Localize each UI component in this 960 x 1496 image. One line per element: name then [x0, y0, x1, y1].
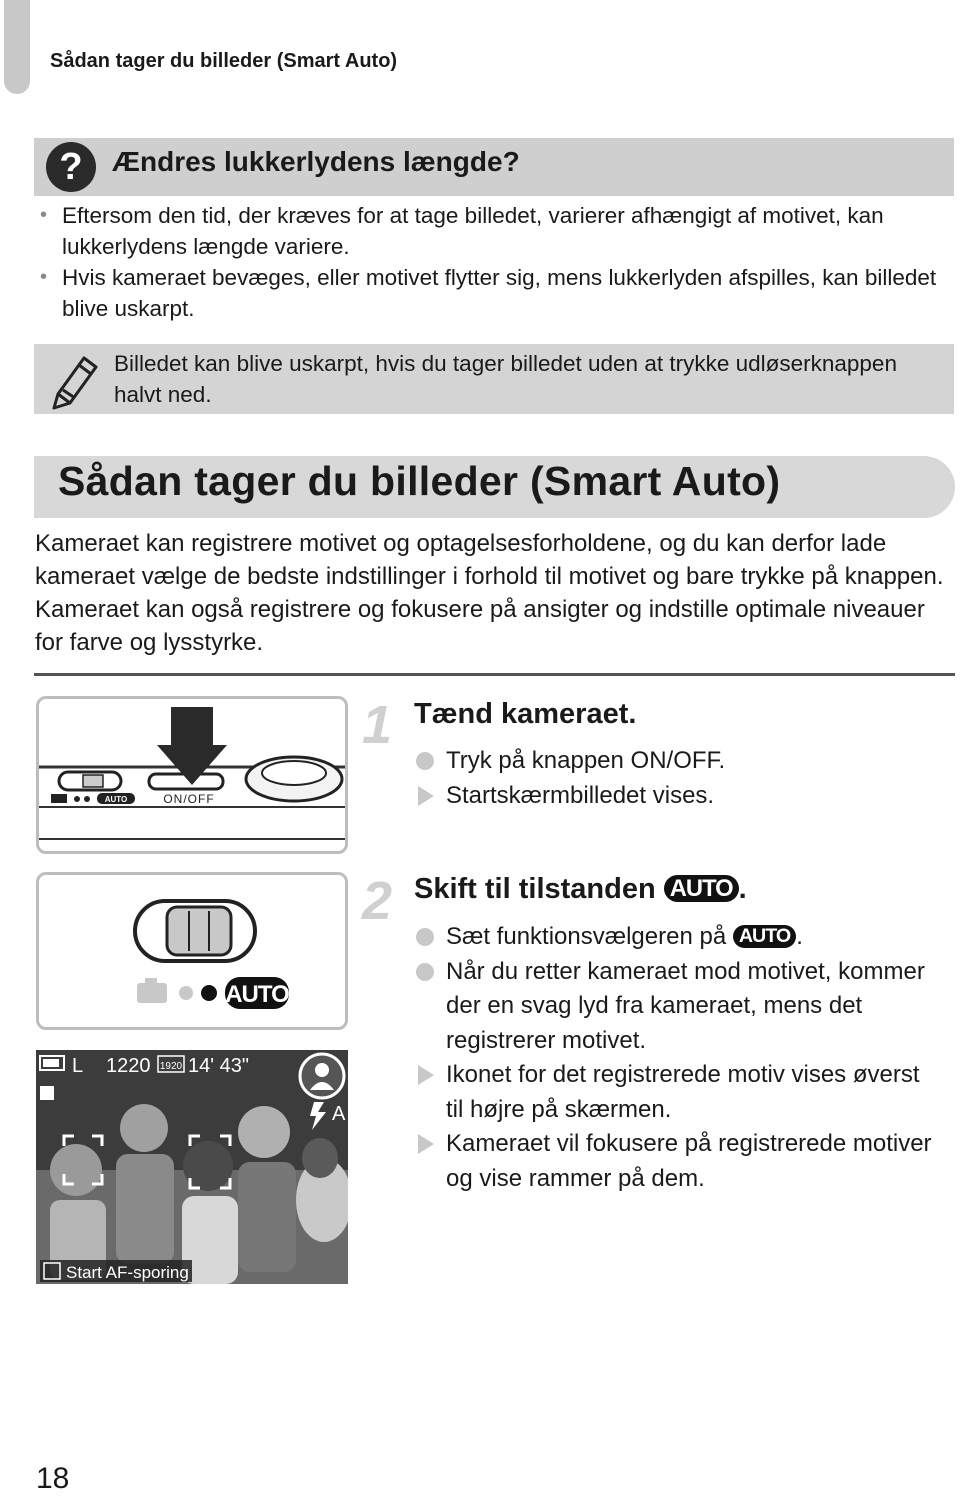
step-item: Ikonet for det registrerede motiv vises øverst til højre på skærmen. — [416, 1058, 936, 1127]
image-size-indicator: L — [72, 1055, 84, 1077]
step-number: 2 — [362, 871, 393, 931]
camera-top-drawing — [39, 699, 345, 851]
circle-bullet-icon — [416, 752, 434, 770]
camera-screen-drawing — [36, 1050, 348, 1284]
triangle-bullet-icon — [418, 1065, 434, 1085]
flash-auto-indicator: A — [332, 1103, 346, 1125]
scene-portrait-icon — [300, 1054, 344, 1098]
mode-switch-illustration — [36, 872, 348, 1030]
stabilizer-icon — [40, 1086, 54, 1100]
movie-quality: 1920 — [159, 1061, 183, 1072]
camera-icon — [137, 978, 167, 1003]
section-tab-marker — [4, 0, 30, 94]
step-list — [416, 920, 936, 1196]
auto-mode-icon: AUTO — [733, 925, 796, 948]
shot-count: 1220 — [106, 1055, 151, 1077]
page-number: 18 — [36, 1462, 70, 1495]
remaining-time: 14' 43" — [188, 1055, 249, 1077]
step-item: Kameraet vil fokusere på registrerede motiver og vise rammer på dem. — [416, 1127, 936, 1196]
faq-bullet-list — [36, 200, 954, 324]
step-number: 1 — [362, 695, 393, 755]
step-item: Startskærmbilledet vises. — [416, 779, 936, 814]
camera-screen-photo — [36, 1050, 348, 1284]
question-mark-icon: ? — [46, 142, 96, 192]
triangle-bullet-icon — [418, 1134, 434, 1154]
on-off-label: ON/OFF — [163, 792, 215, 806]
faq-bullet: • Eftersom den tid, der kræves for at tage billedet, varierer afhængigt af motivet, kan lukkerlydens længde variere. — [36, 200, 954, 262]
pencil-icon — [46, 350, 102, 410]
step-title: Skift til tilstanden AUTO . — [414, 873, 747, 905]
camera-top-illustration — [36, 696, 348, 854]
af-tracking-label: Start AF-sporing — [66, 1263, 189, 1282]
step-item: Sæt funktionsvælgeren på AUTO . — [416, 920, 936, 955]
faq-title: Ændres lukkerlydens længde? — [112, 146, 520, 177]
step-title: Tænd kameraet. — [414, 698, 637, 730]
step-item: Tryk på knappen ON/OFF. — [416, 744, 936, 779]
triangle-bullet-icon — [418, 786, 434, 806]
circle-bullet-icon — [416, 963, 434, 981]
step-list — [416, 744, 936, 813]
step-item: Når du retter kameraet mod motivet, kommer der en svag lyd fra kameraet, mens det registrerer motivet. — [416, 955, 936, 1059]
auto-mode-label: AUTO — [225, 981, 289, 1008]
divider — [34, 673, 955, 676]
circle-bullet-icon — [416, 928, 434, 946]
auto-mode-icon: AUTO — [664, 875, 739, 902]
mode-switch-drawing — [39, 875, 345, 1027]
running-header: Sådan tager du billeder (Smart Auto) — [50, 50, 398, 72]
section-title: Sådan tager du billeder (Smart Auto) — [58, 458, 781, 504]
section-intro: Kameraet kan registrere motivet og optagelsesforholdene, og du kan derfor lade kameraet vælge de bedste indstillinger i forhold til motivet og bare trykke på knappen. Kameraet kan også registrere og fokusere på ansigter og indstille optimale niveauer for farve og lysstyrke. — [35, 530, 944, 656]
faq-bullet: • Hvis kameraet bevæges, eller motivet flytter sig, mens lukkerlyden afspilles, kan billedet blive uskarpt. — [36, 262, 954, 324]
auto-switch-label: AUTO — [104, 795, 128, 804]
note-text: Billedet kan blive uskarpt, hvis du tager billedet uden at trykke udløserknappen halvt ned. — [114, 351, 897, 407]
